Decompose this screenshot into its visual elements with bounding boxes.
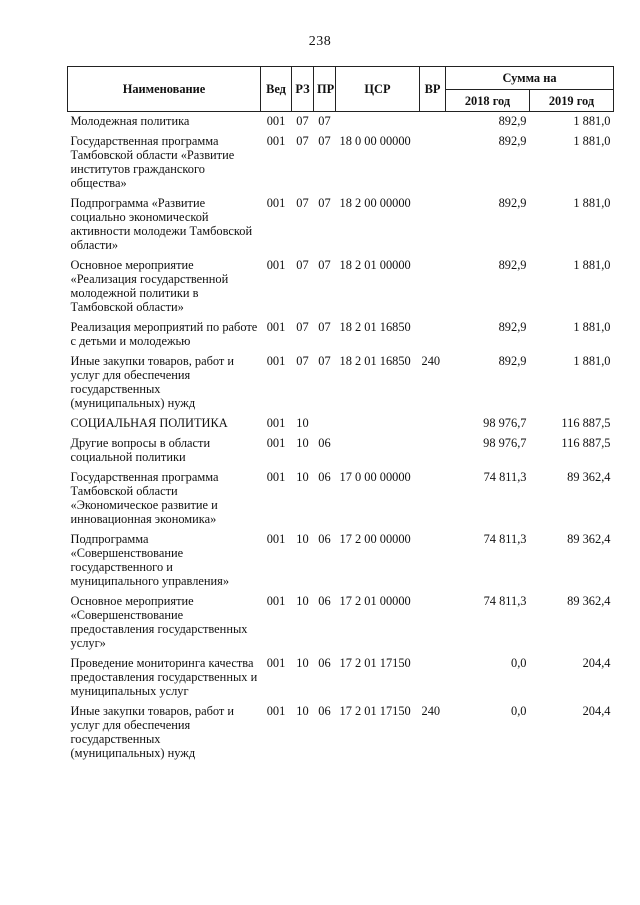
row-name-cell: Государственная программа Тамбовской области «Развитие институтов гражданского общества» — [70, 134, 235, 190]
row-pr-cell: 06 — [318, 436, 331, 450]
row-csr-cell — [336, 416, 420, 436]
row-vr-cell: 240 — [421, 704, 441, 718]
row-rz-cell: 07 — [296, 134, 309, 148]
row-ved-cell: 001 — [266, 196, 286, 210]
row-vr-cell — [420, 436, 446, 470]
header-vr: ВР — [420, 67, 446, 112]
row-sum-2018-cell: 892,9 — [498, 354, 527, 368]
row-vr-cell — [420, 258, 446, 320]
row-csr-cell: 17 2 00 00000 — [339, 532, 411, 546]
row-rz-cell: 10 — [296, 594, 309, 608]
row-csr-cell: 18 2 01 16850 — [339, 320, 411, 334]
row-ved-cell: 001 — [266, 354, 286, 368]
row-rz-cell: 07 — [296, 258, 309, 272]
row-rz-cell: 07 — [296, 320, 309, 334]
row-pr-cell: 06 — [318, 532, 331, 546]
row-name-cell: Другие вопросы в области социальной политики — [70, 436, 211, 464]
row-sum-2018-cell: 892,9 — [498, 258, 527, 272]
row-sum-2018-cell: 98 976,7 — [483, 436, 527, 450]
row-rz-cell: 07 — [296, 196, 309, 210]
row-sum-2018-cell: 892,9 — [498, 196, 527, 210]
row-csr-cell — [336, 436, 420, 470]
row-csr-cell: 17 0 00 00000 — [339, 470, 411, 484]
row-sum-2019-cell: 1 881,0 — [573, 354, 611, 368]
row-ved-cell: 001 — [266, 656, 286, 670]
header-rz: РЗ — [292, 67, 314, 112]
row-sum-2018-cell: 892,9 — [498, 320, 527, 334]
row-pr-cell: 07 — [318, 320, 331, 334]
header-year-2018: 2018 год — [446, 90, 530, 112]
row-csr-cell: 17 2 01 17150 — [339, 704, 411, 718]
row-pr-cell: 07 — [318, 114, 331, 128]
row-name-cell: Молодежная политика — [70, 114, 190, 128]
row-sum-2019-cell: 116 887,5 — [561, 416, 611, 430]
row-name-cell: Проведение мониторинга качества предоставления государственных и муниципальных услуг — [70, 656, 258, 698]
row-vr-cell — [420, 112, 446, 135]
row-ved-cell: 001 — [266, 594, 286, 608]
table-row — [68, 196, 614, 258]
row-sum-2018-cell: 74 811,3 — [483, 532, 527, 546]
row-ved-cell: 001 — [266, 320, 286, 334]
row-ved-cell: 001 — [266, 416, 286, 430]
row-sum-2019-cell: 204,4 — [582, 656, 611, 670]
row-sum-2018-cell: 74 811,3 — [483, 594, 527, 608]
row-csr-cell: 18 0 00 00000 — [339, 134, 411, 148]
table-row — [68, 112, 614, 135]
row-rz-cell: 10 — [296, 416, 309, 430]
table-row — [68, 436, 614, 470]
row-vr-cell — [420, 320, 446, 354]
row-name-cell: Подпрограмма «Совершенствование государственного и муниципального управления» — [70, 532, 230, 588]
row-sum-2019-cell: 89 362,4 — [567, 532, 611, 546]
table-row — [68, 320, 614, 354]
row-sum-2019-cell: 1 881,0 — [573, 320, 611, 334]
budget-table — [67, 66, 614, 766]
row-pr-cell: 06 — [318, 594, 331, 608]
table-row — [68, 470, 614, 532]
table-row — [68, 704, 614, 766]
table-row — [68, 594, 614, 656]
row-ved-cell: 001 — [266, 436, 286, 450]
row-vr-cell — [420, 134, 446, 196]
row-vr-cell — [420, 656, 446, 704]
row-ved-cell: 001 — [266, 134, 286, 148]
row-ved-cell: 001 — [266, 470, 286, 484]
row-pr-cell — [314, 416, 336, 436]
row-sum-2019-cell: 89 362,4 — [567, 594, 611, 608]
row-vr-cell — [420, 594, 446, 656]
row-rz-cell: 10 — [296, 470, 309, 484]
page-number: 238 — [308, 34, 332, 49]
row-csr-cell: 18 2 01 00000 — [339, 258, 411, 272]
row-pr-cell: 06 — [318, 656, 331, 670]
row-csr-cell: 18 2 01 16850 — [339, 354, 411, 368]
row-sum-2019-cell: 1 881,0 — [573, 196, 611, 210]
row-pr-cell: 07 — [318, 196, 331, 210]
row-name-cell: Реализация мероприятий по работе с детьми и молодежью — [70, 320, 258, 348]
row-csr-cell: 17 2 01 17150 — [339, 656, 411, 670]
row-sum-2019-cell: 1 881,0 — [573, 258, 611, 272]
row-name-cell: Основное мероприятие «Совершенствование предоставления государственных услуг» — [70, 594, 248, 650]
row-vr-cell: 240 — [421, 354, 441, 368]
row-pr-cell: 07 — [318, 354, 331, 368]
row-name-cell: Иные закупки товаров, работ и услуг для обеспечения государственных (муниципальных) нужд — [70, 354, 235, 410]
row-rz-cell: 07 — [296, 114, 309, 128]
row-sum-2018-cell: 74 811,3 — [483, 470, 527, 484]
row-rz-cell: 10 — [296, 656, 309, 670]
row-sum-2019-cell: 1 881,0 — [573, 134, 611, 148]
header-sum-on: Сумма на — [446, 67, 614, 90]
table-header — [68, 67, 614, 112]
row-name-cell: СОЦИАЛЬНАЯ ПОЛИТИКА — [70, 416, 228, 430]
row-name-cell: Государственная программа Тамбовской области «Экономическое развитие и инновационная экономика» — [70, 470, 219, 526]
row-sum-2019-cell: 1 881,0 — [573, 114, 611, 128]
row-pr-cell: 06 — [318, 470, 331, 484]
table-row — [68, 258, 614, 320]
header-name: Наименование — [68, 67, 261, 112]
header-year-2019: 2019 год — [530, 90, 614, 112]
row-sum-2018-cell: 892,9 — [498, 114, 527, 128]
row-rz-cell: 10 — [296, 532, 309, 546]
row-name-cell: Подпрограмма «Развитие социально экономической активности молодежи Тамбовской области» — [70, 196, 253, 252]
row-ved-cell: 001 — [266, 704, 286, 718]
row-pr-cell: 06 — [318, 704, 331, 718]
row-ved-cell: 001 — [266, 258, 286, 272]
table-row — [68, 134, 614, 196]
table-row — [68, 354, 614, 416]
row-rz-cell: 10 — [296, 436, 309, 450]
row-sum-2018-cell: 0,0 — [511, 704, 527, 718]
row-sum-2019-cell: 116 887,5 — [561, 436, 611, 450]
row-csr-cell: 17 2 01 00000 — [339, 594, 411, 608]
row-csr-cell: 18 2 00 00000 — [339, 196, 411, 210]
row-sum-2019-cell: 89 362,4 — [567, 470, 611, 484]
row-vr-cell — [420, 532, 446, 594]
table-row — [68, 532, 614, 594]
row-ved-cell: 001 — [266, 532, 286, 546]
row-vr-cell — [420, 416, 446, 436]
header-csr: ЦСР — [336, 67, 420, 112]
row-vr-cell — [420, 470, 446, 532]
row-pr-cell: 07 — [318, 258, 331, 272]
row-pr-cell: 07 — [318, 134, 331, 148]
table-row — [68, 416, 614, 436]
row-sum-2018-cell: 0,0 — [511, 656, 527, 670]
row-csr-cell — [336, 112, 420, 135]
table-body — [68, 112, 614, 767]
row-name-cell: Иные закупки товаров, работ и услуг для обеспечения государственных (муниципальных) нужд — [70, 704, 235, 760]
header-ved: Вед — [261, 67, 292, 112]
row-sum-2019-cell: 204,4 — [582, 704, 611, 718]
row-name-cell: Основное мероприятие «Реализация государственной молодежной политики в Тамбовской области» — [70, 258, 229, 314]
row-rz-cell: 10 — [296, 704, 309, 718]
row-vr-cell — [420, 196, 446, 258]
row-ved-cell: 001 — [266, 114, 286, 128]
row-sum-2018-cell: 892,9 — [498, 134, 527, 148]
row-rz-cell: 07 — [296, 354, 309, 368]
header-pr: ПР — [314, 67, 336, 112]
row-sum-2018-cell: 98 976,7 — [483, 416, 527, 430]
table-row — [68, 656, 614, 704]
